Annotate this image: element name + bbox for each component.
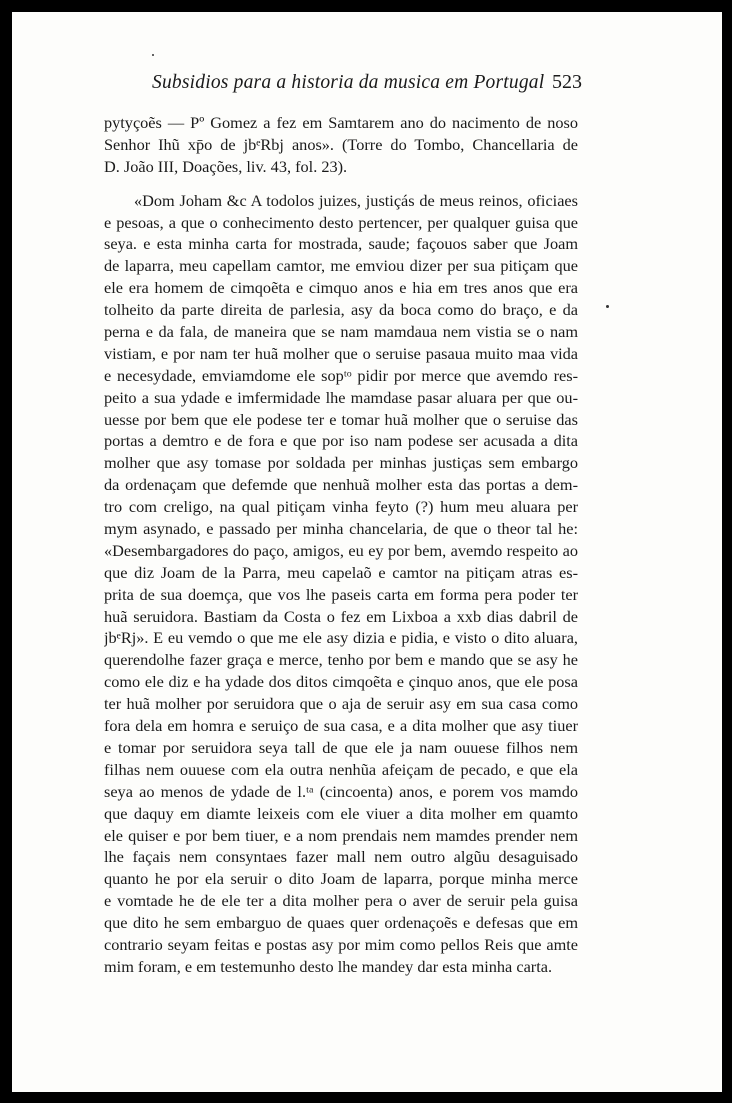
paragraph-gap (104, 178, 578, 190)
text-line: contrario seyam feitas e postas asy por mim como pellos Reis que amte (104, 934, 578, 954)
text-line: uesse por bem que ele podese ter e tomar huã molher que o seruise das (104, 409, 578, 429)
text-line: lhe façais nem consyntaes fazer mall nem outro algũu desaguisado (104, 847, 578, 867)
text-line: de laparra, meu capellam camtor, me emviou dizer per sua pitiçam que (104, 256, 578, 276)
text-line: filhas nem ouuese com ela outra nenhũa afeiçam de pecado, e que ela (104, 759, 578, 779)
book-page (12, 12, 722, 1092)
text-line: e pesoas, a que o conhecimento desto pertencer, per qualquer guisa que (104, 212, 578, 232)
text-line: molher que asy tomase por soldada per minhas justiças sem embargo (104, 453, 578, 473)
print-speck (606, 305, 609, 308)
text-line: seya. e esta minha carta for mostrada, saude; façouos saber que Joam (104, 234, 578, 254)
text-line: mim foram, e em testemunho desto lhe mandey dar esta minha carta. (104, 956, 553, 976)
text-line: da ordenaçam que defemde que nenhuã molher esta das portas a dem- (104, 475, 578, 495)
text-line: huã seruidora. Bastiam da Costa o fez em Lixboa a xxb dias dabril de (104, 606, 578, 626)
text-line: Senhor Ihũ xp̄o de jbᵉRbj anos». (Torre do Tombo, Chancellaria de (104, 134, 578, 154)
text-line: ter huã molher por seruidora que o aja de seruir asy em sua casa como (104, 694, 578, 714)
text-line: e necesydade, emviamdome ele sopᵗᵒ pidir por merce que avemdo res- (104, 365, 578, 385)
text-line: D. João III, Doações, liv. 43, fol. 23). (104, 156, 348, 176)
print-speck (152, 54, 154, 56)
citation-paragraph (104, 112, 578, 178)
text-line: que diz Joam de la Parra, meu capelaõ e camtor na pitiçam atras es- (104, 562, 578, 582)
page-header (152, 72, 582, 102)
text-line: jbᵉRj». E eu vemdo o que me ele asy dizia e pidia, e visto o dito aluara, (104, 628, 578, 648)
text-line: como ele diz e ha ydade dos ditos cimqoẽta e çinquo anos, que ele posa (104, 672, 578, 692)
text-line: portas a demtro e de fora e que por iso nam podese ser acusada a dita (104, 431, 578, 451)
text-line: que dito he sem embarguo de quaes quer ordenaçoẽs e defesas que em (104, 913, 578, 933)
text-line: tro com creligo, na qual pitiçam vinha feyto (?) hum meu aluara per (104, 497, 578, 517)
text-line: prita de sua doemça, que vos lhe paseis carta em forma pera poder ter (104, 584, 578, 604)
text-line: perna e da fala, de maneira que se nam mamdaua nem vistia se o nam (104, 322, 578, 342)
text-line: ele era homem de cimqoẽta e cimquo anos e hia em tres anos que era (104, 278, 578, 298)
text-line: querendolhe fazer graça e merce, tenho por bem e mando que se asy he (104, 650, 578, 670)
text-line: e tomar por seruidora seya tall de que ele ja nam ouuese filhos nem (104, 737, 578, 757)
text-line: pytyçoẽs — Pº Gomez a fez em Samtarem ano do nacimento de noso (104, 113, 578, 132)
running-title: Subsidios para a historia da musica em Portugal (152, 72, 545, 93)
text-line: «Desembargadores do paço, amigos, eu ey por bem, avemdo respeito ao (104, 540, 578, 560)
text-line: mym asynado, e passado per minha chancelaria, de que o theor tal he: (104, 519, 578, 539)
text-line: que daquy em diamte leixeis com ele viuer a dita molher em quamto (104, 803, 578, 823)
text-line: peito a sua ydade e imfermidade lhe mamdase pasar aluara per que ou- (104, 387, 578, 407)
text-line: tolheito da parte direita de parlesia, asy da boca como do braço, e da (104, 300, 578, 320)
document-paragraph (104, 190, 578, 978)
text-line: vistiam, e por nam ter huã molher que o seruise pasaua muito maa vida (104, 343, 578, 363)
body-text (104, 112, 578, 978)
text-line: fora dela em homra e seruiço de sua casa, e a dita molher que asy tiuer (104, 716, 578, 736)
page-number: 523 (552, 71, 582, 93)
text-line: quanto he por ela seruir o dito Joam de laparra, porque minha merce (104, 869, 578, 889)
text-line: ele quiser e por bem tiuer, e a nom prendais nem mamdes prender nem (104, 825, 578, 845)
text-line: e vomtade he de ele ter a dita molher pera o aver de seruir pela guisa (104, 891, 578, 911)
text-line: «Dom Joham &c A todolos juizes, justiçás de meus reinos, oficiaes (134, 190, 578, 210)
text-line: seya ao menos de ydade de l.ᵗᵃ (cincoenta) anos, e porem vos mamdo (104, 781, 578, 801)
